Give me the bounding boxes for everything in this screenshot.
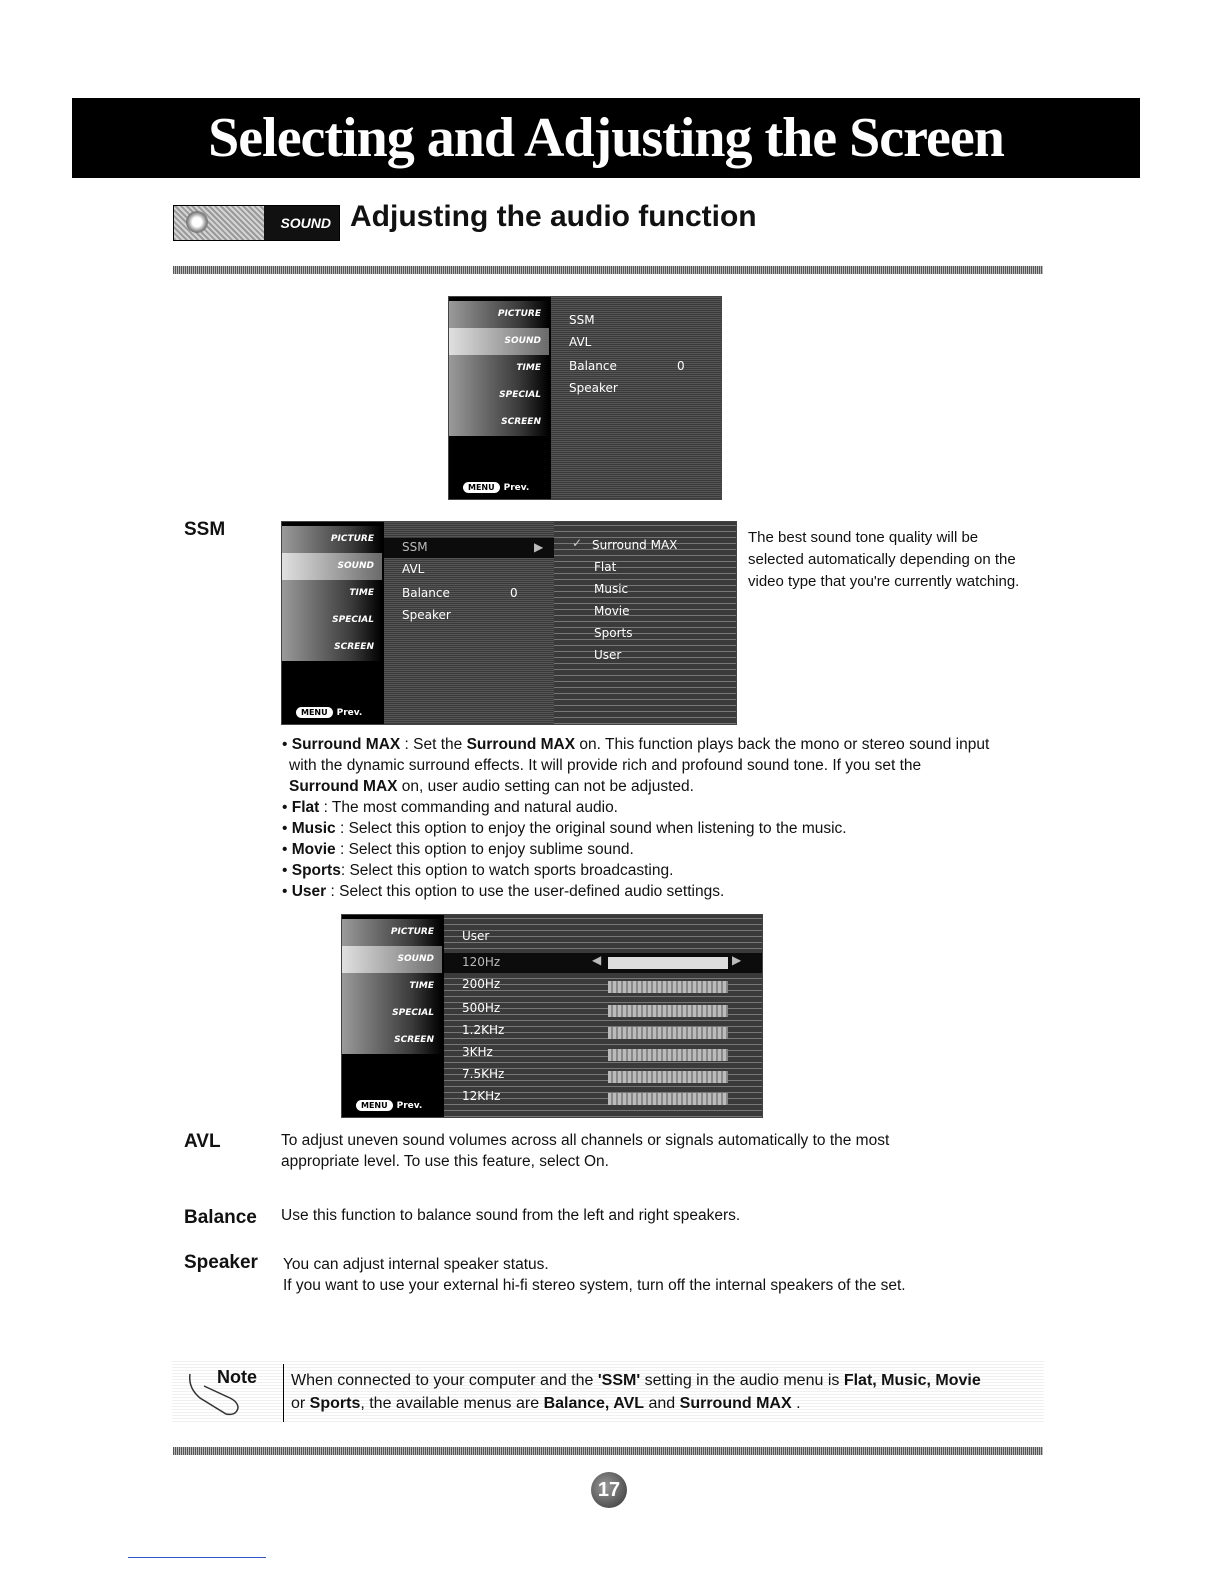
bullet-term: Surround MAX	[466, 736, 576, 753]
bottom-divider	[173, 1447, 1043, 1455]
note-line1: When connected to your computer and the 'SSM' setting in the audio menu is Flat, Music, Movie	[291, 1372, 981, 1389]
osd-tab-sound: SOUND	[449, 328, 549, 355]
eq-slider-bar	[608, 1093, 728, 1105]
bullet-text: : The most commanding and natural audio.	[319, 799, 618, 816]
bullet-text: : Select this option to watch sports broadcasting.	[340, 862, 674, 879]
osd-eq-band: 3KHz	[462, 1045, 493, 1059]
osd-tab-screen: SCREEN	[449, 409, 549, 436]
eq-slider-bar	[608, 957, 728, 969]
osd-balance-value: 0	[510, 586, 518, 600]
osd-sound-pane	[551, 297, 721, 499]
osd-eq-band: 120Hz	[462, 955, 501, 969]
osd-tab-sound: SOUND	[342, 946, 442, 973]
bullet-flat: • Flat : The most commanding and natural audio.	[282, 799, 618, 816]
osd-item-ssm: SSM	[402, 540, 428, 554]
osd-sidebar	[282, 522, 382, 724]
prev-label: Prev.	[336, 707, 363, 718]
osd-eq-band: 7.5KHz	[462, 1067, 505, 1081]
ssm-heading: SSM	[184, 519, 226, 540]
menu-key-icon: MENU	[463, 482, 500, 493]
osd-eq-band: 1.2KHz	[462, 1023, 505, 1037]
osd-equalizer-menu	[341, 914, 763, 1118]
prev-label: Prev.	[503, 482, 530, 493]
eq-slider-bar	[608, 1071, 728, 1083]
osd-ssm-option: Flat	[594, 560, 617, 574]
osd-ssm-option: User	[594, 648, 622, 662]
osd-ssm-option: Movie	[594, 604, 630, 618]
bullet-term: Movie	[291, 841, 336, 858]
note-label: Note	[217, 1367, 257, 1387]
page-title: Selecting and Adjusting the Screen	[208, 107, 1004, 169]
eq-slider-bar	[608, 1049, 728, 1061]
osd-ssm-options-pane	[554, 522, 736, 724]
bullet-term: Sports	[291, 862, 341, 879]
ssm-bullet-list	[282, 734, 989, 902]
note-separator	[283, 1364, 284, 1422]
osd-item-balance: Balance	[402, 586, 450, 600]
osd-tab-sound: SOUND	[282, 553, 382, 580]
osd-sound-pane	[384, 522, 554, 724]
bullet-surround: • Surround MAX : Set the Surround MAX on. This function plays back the mono or stereo sound input	[282, 736, 990, 753]
osd-item-balance: Balance	[569, 359, 617, 373]
osd-tab-picture: PICTURE	[449, 301, 549, 328]
osd-eq-title: User	[462, 929, 490, 943]
bullet-text: : Select this option to use the user-defined audio settings.	[326, 883, 725, 900]
avl-heading: AVL	[184, 1131, 221, 1152]
avl-description	[281, 1130, 889, 1172]
osd-item-ssm: SSM	[569, 313, 595, 327]
osd-ssm-option: Sports	[594, 626, 633, 640]
osd-ssm-option: Music	[594, 582, 629, 596]
osd-eq-pane	[444, 915, 762, 1117]
osd-balance-value: 0	[677, 359, 685, 373]
section-title: Adjusting the audio function	[350, 200, 757, 233]
footer-line	[128, 1557, 266, 1558]
speaker-icon	[186, 211, 208, 233]
bullet-movie: • Movie : Select this option to enjoy sublime sound.	[282, 841, 634, 858]
osd-eq-band: 200Hz	[462, 977, 501, 991]
menu-key-icon: MENU	[296, 707, 333, 718]
arrow-right-icon: ▶	[732, 953, 742, 967]
eq-slider-bar	[608, 981, 728, 993]
osd-tab-screen: SCREEN	[282, 634, 382, 661]
osd-item-speaker: Speaker	[402, 608, 451, 622]
bullet-music: • Music : Select this option to enjoy the original sound when listening to the music.	[282, 820, 847, 837]
bullet-term: Surround MAX	[289, 778, 398, 795]
bullet-text: on. This function plays back the mono or stereo sound input	[575, 736, 990, 753]
osd-prev	[463, 482, 529, 493]
osd-tab-picture: PICTURE	[282, 526, 382, 553]
note-line2: or Sports, the available menus are Balance, AVL and Surround MAX .	[291, 1395, 801, 1412]
bullet-term: Music	[291, 820, 336, 837]
osd-tab-time: TIME	[282, 580, 382, 607]
eq-slider-bar	[608, 1005, 728, 1017]
osd-tab-special: SPECIAL	[342, 1000, 442, 1027]
osd-sound-menu	[448, 296, 722, 500]
osd-item-avl: AVL	[402, 562, 425, 576]
bullet-surround-line2: with the dynamic surround effects. It will provide rich and profound sound tone. If you set the	[289, 757, 922, 774]
check-icon: ✓	[572, 536, 583, 550]
balance-heading: Balance	[184, 1207, 257, 1228]
osd-sidebar	[449, 297, 549, 499]
bullet-term: Surround MAX	[291, 736, 401, 753]
bullet-sports: • Sports: Select this option to watch sports broadcasting.	[282, 862, 674, 879]
top-divider	[173, 266, 1043, 274]
osd-tab-screen: SCREEN	[342, 1027, 442, 1054]
avl-line: To adjust uneven sound volumes across all channels or signals automatically to the most	[281, 1132, 890, 1149]
bullet-term: Flat	[291, 799, 320, 816]
badge-label: SOUND	[280, 215, 331, 231]
bullet-text: : Select this option to enjoy the original sound when listening to the music.	[335, 820, 847, 837]
bullet-term: User	[291, 883, 327, 900]
speaker-description	[283, 1254, 906, 1296]
osd-ssm-option: Surround MAX	[592, 538, 678, 552]
balance-description: Use this function to balance sound from the left and right speakers.	[281, 1207, 741, 1224]
bullet-text: on, user audio setting can not be adjusted.	[397, 778, 694, 795]
eq-slider-bar	[608, 1027, 728, 1039]
osd-tab-special: SPECIAL	[282, 607, 382, 634]
bullet-user: • User : Select this option to use the user-defined audio settings.	[282, 883, 725, 900]
menu-key-icon: MENU	[356, 1100, 393, 1111]
speaker-line: If you want to use your external hi-fi stereo system, turn off the internal speakers of the set.	[283, 1277, 906, 1294]
arrow-right-icon: ▶	[534, 540, 544, 554]
prev-label: Prev.	[396, 1100, 423, 1111]
arrow-left-icon: ◀	[592, 953, 602, 967]
ssm-description: The best sound tone quality will be selected automatically depending on the video type that you're currently watching.	[748, 529, 1020, 590]
avl-line: appropriate level. To use this feature, select On.	[281, 1153, 609, 1170]
speaker-line: You can adjust internal speaker status.	[283, 1256, 549, 1273]
osd-eq-band: 12KHz	[462, 1089, 501, 1103]
osd-prev	[296, 707, 362, 718]
bullet-text: : Set the	[400, 736, 467, 753]
page-number: 17	[591, 1472, 627, 1508]
osd-sidebar	[342, 915, 442, 1117]
page-title-banner	[72, 98, 1140, 178]
osd-tab-special: SPECIAL	[449, 382, 549, 409]
osd-eq-band: 500Hz	[462, 1001, 501, 1015]
note-text	[291, 1369, 981, 1415]
osd-ssm-menu	[281, 521, 737, 725]
sound-section-badge	[173, 205, 340, 241]
osd-tab-time: TIME	[342, 973, 442, 1000]
speaker-heading: Speaker	[184, 1252, 258, 1273]
osd-tab-picture: PICTURE	[342, 919, 442, 946]
bullet-surround-line3	[282, 776, 989, 797]
osd-item-speaker: Speaker	[569, 381, 618, 395]
osd-prev	[356, 1100, 422, 1111]
bullet-text: : Select this option to enjoy sublime sound.	[335, 841, 634, 858]
osd-tab-time: TIME	[449, 355, 549, 382]
osd-item-avl: AVL	[569, 335, 592, 349]
